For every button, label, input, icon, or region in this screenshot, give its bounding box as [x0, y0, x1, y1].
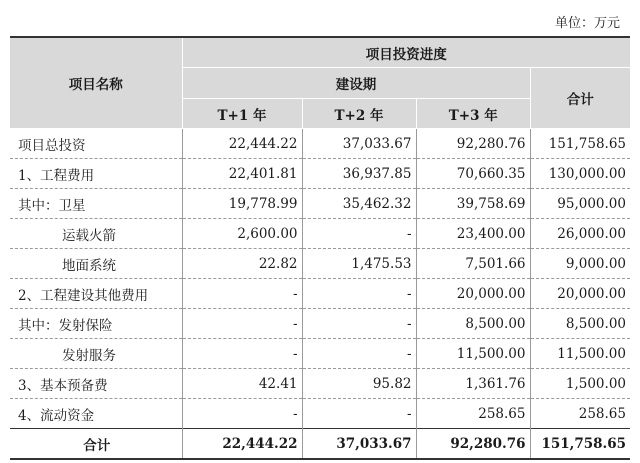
table-row [10, 249, 630, 279]
header-construction-period: 建设期 [182, 68, 530, 99]
row-label: 项目总投资 [10, 129, 182, 159]
header-t2: T+2 年 [302, 99, 416, 129]
row-label: 地面系统 [10, 249, 182, 279]
header-project-name: 项目名称 [10, 37, 182, 129]
cell-total: 20,000.00 [530, 279, 630, 309]
cell-t2: - [302, 309, 416, 339]
cell-total: 151,758.65 [530, 429, 630, 460]
cell-t2: 95.82 [302, 369, 416, 399]
investment-table [10, 36, 630, 460]
table-row [10, 159, 630, 189]
cell-t1: 22,444.22 [182, 429, 302, 460]
cell-t1: 22.82 [182, 249, 302, 279]
cell-t2: 36,937.85 [302, 159, 416, 189]
cell-total: 151,758.65 [530, 129, 630, 159]
cell-total: 26,000.00 [530, 219, 630, 249]
cell-total: 9,000.00 [530, 249, 630, 279]
cell-t3: 258.65 [416, 399, 530, 429]
table-total-row [10, 429, 630, 460]
cell-t3: 20,000.00 [416, 279, 530, 309]
cell-t1: 22,444.22 [182, 129, 302, 159]
cell-t3: 8,500.00 [416, 309, 530, 339]
cell-total: 130,000.00 [530, 159, 630, 189]
unit-note: 单位：万元 [554, 16, 620, 31]
cell-t2: - [302, 339, 416, 369]
cell-t3: 92,280.76 [416, 429, 530, 460]
cell-t2: - [302, 219, 416, 249]
cell-t3: 23,400.00 [416, 219, 530, 249]
cell-t2: 1,475.53 [302, 249, 416, 279]
cell-t1: - [182, 399, 302, 429]
cell-t1: - [182, 339, 302, 369]
table-row [10, 129, 630, 159]
row-label: 发射服务 [10, 339, 182, 369]
cell-t3: 39,758.69 [416, 189, 530, 219]
cell-total: 8,500.00 [530, 309, 630, 339]
row-label: 合计 [10, 429, 182, 460]
cell-total: 1,500.00 [530, 369, 630, 399]
row-label: 2、工程建设其他费用 [10, 279, 182, 309]
row-label: 4、流动资金 [10, 399, 182, 429]
cell-t1: 19,778.99 [182, 189, 302, 219]
table-row [10, 399, 630, 429]
cell-t3: 11,500.00 [416, 339, 530, 369]
cell-t1: - [182, 279, 302, 309]
cell-t2: - [302, 399, 416, 429]
cell-t1: 2,600.00 [182, 219, 302, 249]
cell-t2: - [302, 279, 416, 309]
cell-total: 11,500.00 [530, 339, 630, 369]
cell-total: 258.65 [530, 399, 630, 429]
cell-t1: 42.41 [182, 369, 302, 399]
cell-t2: 37,033.67 [302, 429, 416, 460]
row-label: 运载火箭 [10, 219, 182, 249]
table-row [10, 219, 630, 249]
cell-t1: 22,401.81 [182, 159, 302, 189]
cell-t3: 7,501.66 [416, 249, 530, 279]
cell-t2: 37,033.67 [302, 129, 416, 159]
table-row [10, 309, 630, 339]
row-label: 3、基本预备费 [10, 369, 182, 399]
row-label: 1、工程费用 [10, 159, 182, 189]
header-total: 合计 [530, 68, 630, 129]
cell-t3: 70,660.35 [416, 159, 530, 189]
cell-total: 95,000.00 [530, 189, 630, 219]
table-row [10, 279, 630, 309]
header-t1: T+1 年 [182, 99, 302, 129]
table-header [10, 37, 630, 129]
header-t3: T+3 年 [416, 99, 530, 129]
table-row [10, 189, 630, 219]
cell-t3: 92,280.76 [416, 129, 530, 159]
cell-t1: - [182, 309, 302, 339]
cell-t2: 35,462.32 [302, 189, 416, 219]
row-label: 其中：发射保险 [10, 309, 182, 339]
table-row [10, 339, 630, 369]
row-label: 其中：卫星 [10, 189, 182, 219]
header-investment-progress: 项目投资进度 [182, 37, 630, 68]
table-body [10, 129, 630, 460]
table-row [10, 369, 630, 399]
cell-t3: 1,361.76 [416, 369, 530, 399]
